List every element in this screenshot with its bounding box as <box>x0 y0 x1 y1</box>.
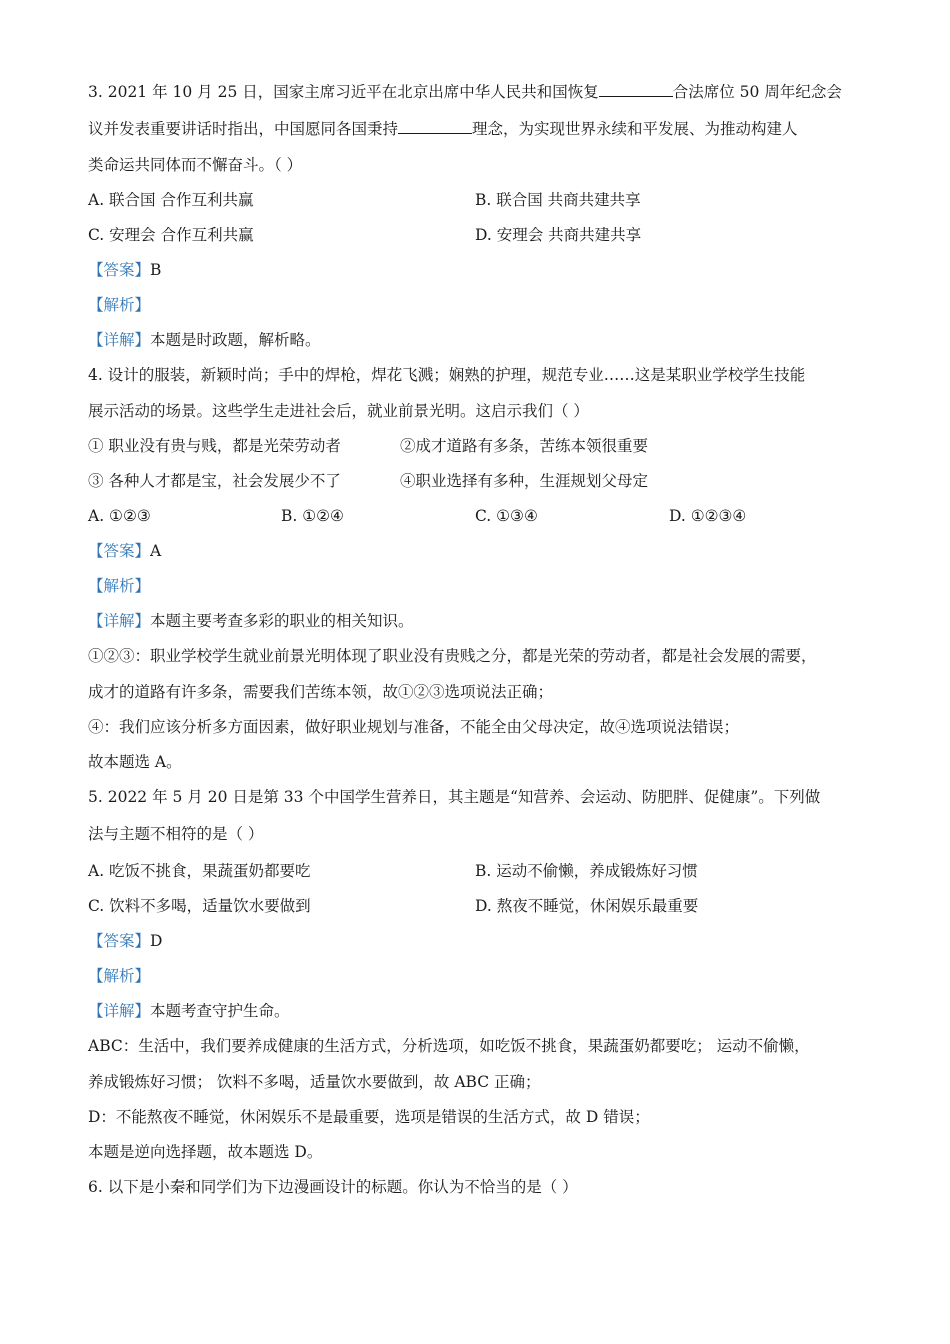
detail-text: 本题考查守护生命。 <box>150 1002 290 1020</box>
q3-answer <box>88 260 161 280</box>
answer-value: B <box>150 261 162 279</box>
q5-option-a: A. 吃饭不挑食，果蔬蛋奶都要吃 <box>88 862 311 880</box>
q4-explanation-line4: 故本题选 A。 <box>88 753 182 771</box>
q3-option-a: A. 联合国 合作互利共赢 <box>88 191 254 209</box>
q3-stem-line1 <box>88 81 842 102</box>
q3-detail <box>88 330 321 350</box>
q4-stem-line2: 展示活动的场景。这些学生走进社会后，就业前景光明。这启示我们（ ） <box>88 402 589 420</box>
q4-statement-1: ① 职业没有贵与贱，都是光荣劳动者 <box>88 437 341 455</box>
answer-value: D <box>150 932 163 950</box>
q3-option-c: C. 安理会 合作互利共赢 <box>88 226 254 244</box>
q5-detail <box>88 1001 290 1021</box>
q5-explanation-line2: 养成锻炼好习惯； 饮料不多喝，适量饮水要做到，故 ABC 正确； <box>88 1073 541 1091</box>
q5-option-c: C. 饮料不多喝，适量饮水要做到 <box>88 897 311 915</box>
q5-explanation-line1: ABC：生活中，我们要养成健康的生活方式，分析选项，如吃饭不挑食，果蔬蛋奶都要吃； 运动不偷懒， <box>88 1037 810 1055</box>
detail-tag: 【详解】 <box>88 1002 151 1020</box>
q3-fill-blank <box>599 81 673 97</box>
q3-stem-text: 议并发表重要讲话时指出，中国愿同各国秉持 <box>88 120 399 138</box>
q5-option-d: D. 熬夜不睡觉，休闲娱乐最重要 <box>475 897 699 915</box>
q5-option-b: B. 运动不偷懒，养成锻炼好习惯 <box>475 862 698 880</box>
detail-tag: 【详解】 <box>88 331 151 349</box>
q4-detail <box>88 611 414 631</box>
answer-tag: 【答案】 <box>88 261 151 279</box>
q5-analysis-tag: 【解析】 <box>88 967 151 985</box>
q4-explanation-line2: 成才的道路有许多条，需要我们苦练本领，故①②③选项说法正确； <box>88 683 554 701</box>
q3-stem-text: 理念，为实现世界永续和平发展、为推动构建人 <box>472 120 798 138</box>
q5-explanation-line3: D：不能熬夜不睡觉，休闲娱乐不是最重要，选项是错误的生活方式，故 D 错误； <box>88 1108 650 1126</box>
q4-analysis-tag: 【解析】 <box>88 577 151 595</box>
q3-option-d: D. 安理会 共商共建共享 <box>475 226 642 244</box>
q3-stem-line3: 类命运共同体而不懈奋斗。（ ） <box>88 156 303 174</box>
q4-option-a: A. ①②③ <box>88 507 151 525</box>
detail-tag: 【详解】 <box>88 612 151 630</box>
q3-option-b: B. 联合国 共商共建共享 <box>475 191 641 209</box>
detail-text: 本题是时政题，解析略。 <box>150 331 321 349</box>
q3-analysis-tag: 【解析】 <box>88 296 151 314</box>
q5-stem-line2: 法与主题不相符的是（ ） <box>88 825 264 843</box>
answer-tag: 【答案】 <box>88 542 151 560</box>
q3-fill-blank <box>398 118 472 134</box>
q4-option-d: D. ①②③④ <box>669 507 747 525</box>
q4-explanation-line3: ④：我们应该分析多方面因素，做好职业规划与准备，不能全由父母决定，故④选项说法错误； <box>88 718 740 736</box>
q4-statement-2: ②成才道路有多条，苦练本领很重要 <box>400 437 649 455</box>
q4-statement-3: ③ 各种人才都是宝，社会发展少不了 <box>88 472 341 490</box>
q5-stem-line1: 5. 2022 年 5 月 20 日是第 33 个中国学生营养日，其主题是“知营养、会运动、防肥胖、促健康”。下列做 <box>88 788 821 806</box>
q5-explanation-line4: 本题是逆向选择题，故本题选 D。 <box>88 1143 323 1161</box>
q4-stem-line1: 4. 设计的服装，新颖时尚；手中的焊枪，焊花飞溅；娴熟的护理，规范专业……这是某职业学校学生技能 <box>88 366 806 384</box>
q3-stem-line2 <box>88 118 798 139</box>
q3-stem-text: 3. 2021 年 10 月 25 日，国家主席习近平在北京出席中华人民共和国恢复 <box>88 83 599 101</box>
q4-option-b: B. ①②④ <box>281 507 344 525</box>
answer-value: A <box>150 542 162 560</box>
detail-text: 本题主要考查多彩的职业的相关知识。 <box>150 612 414 630</box>
q6-stem-line1: 6. 以下是小秦和同学们为下边漫画设计的标题。你认为不恰当的是（ ） <box>88 1178 578 1196</box>
q5-answer <box>88 931 162 951</box>
q4-option-c: C. ①③④ <box>475 507 538 525</box>
q3-stem-text: 合法席位 50 周年纪念会 <box>672 83 842 101</box>
q4-statement-4: ④职业选择有多种，生涯规划父母定 <box>400 472 649 490</box>
q4-explanation-line1: ①②③：职业学校学生就业前景光明体现了职业没有贵贱之分，都是光荣的劳动者，都是社会发展的需要， <box>88 647 817 665</box>
q4-answer <box>88 541 161 561</box>
answer-tag: 【答案】 <box>88 932 151 950</box>
